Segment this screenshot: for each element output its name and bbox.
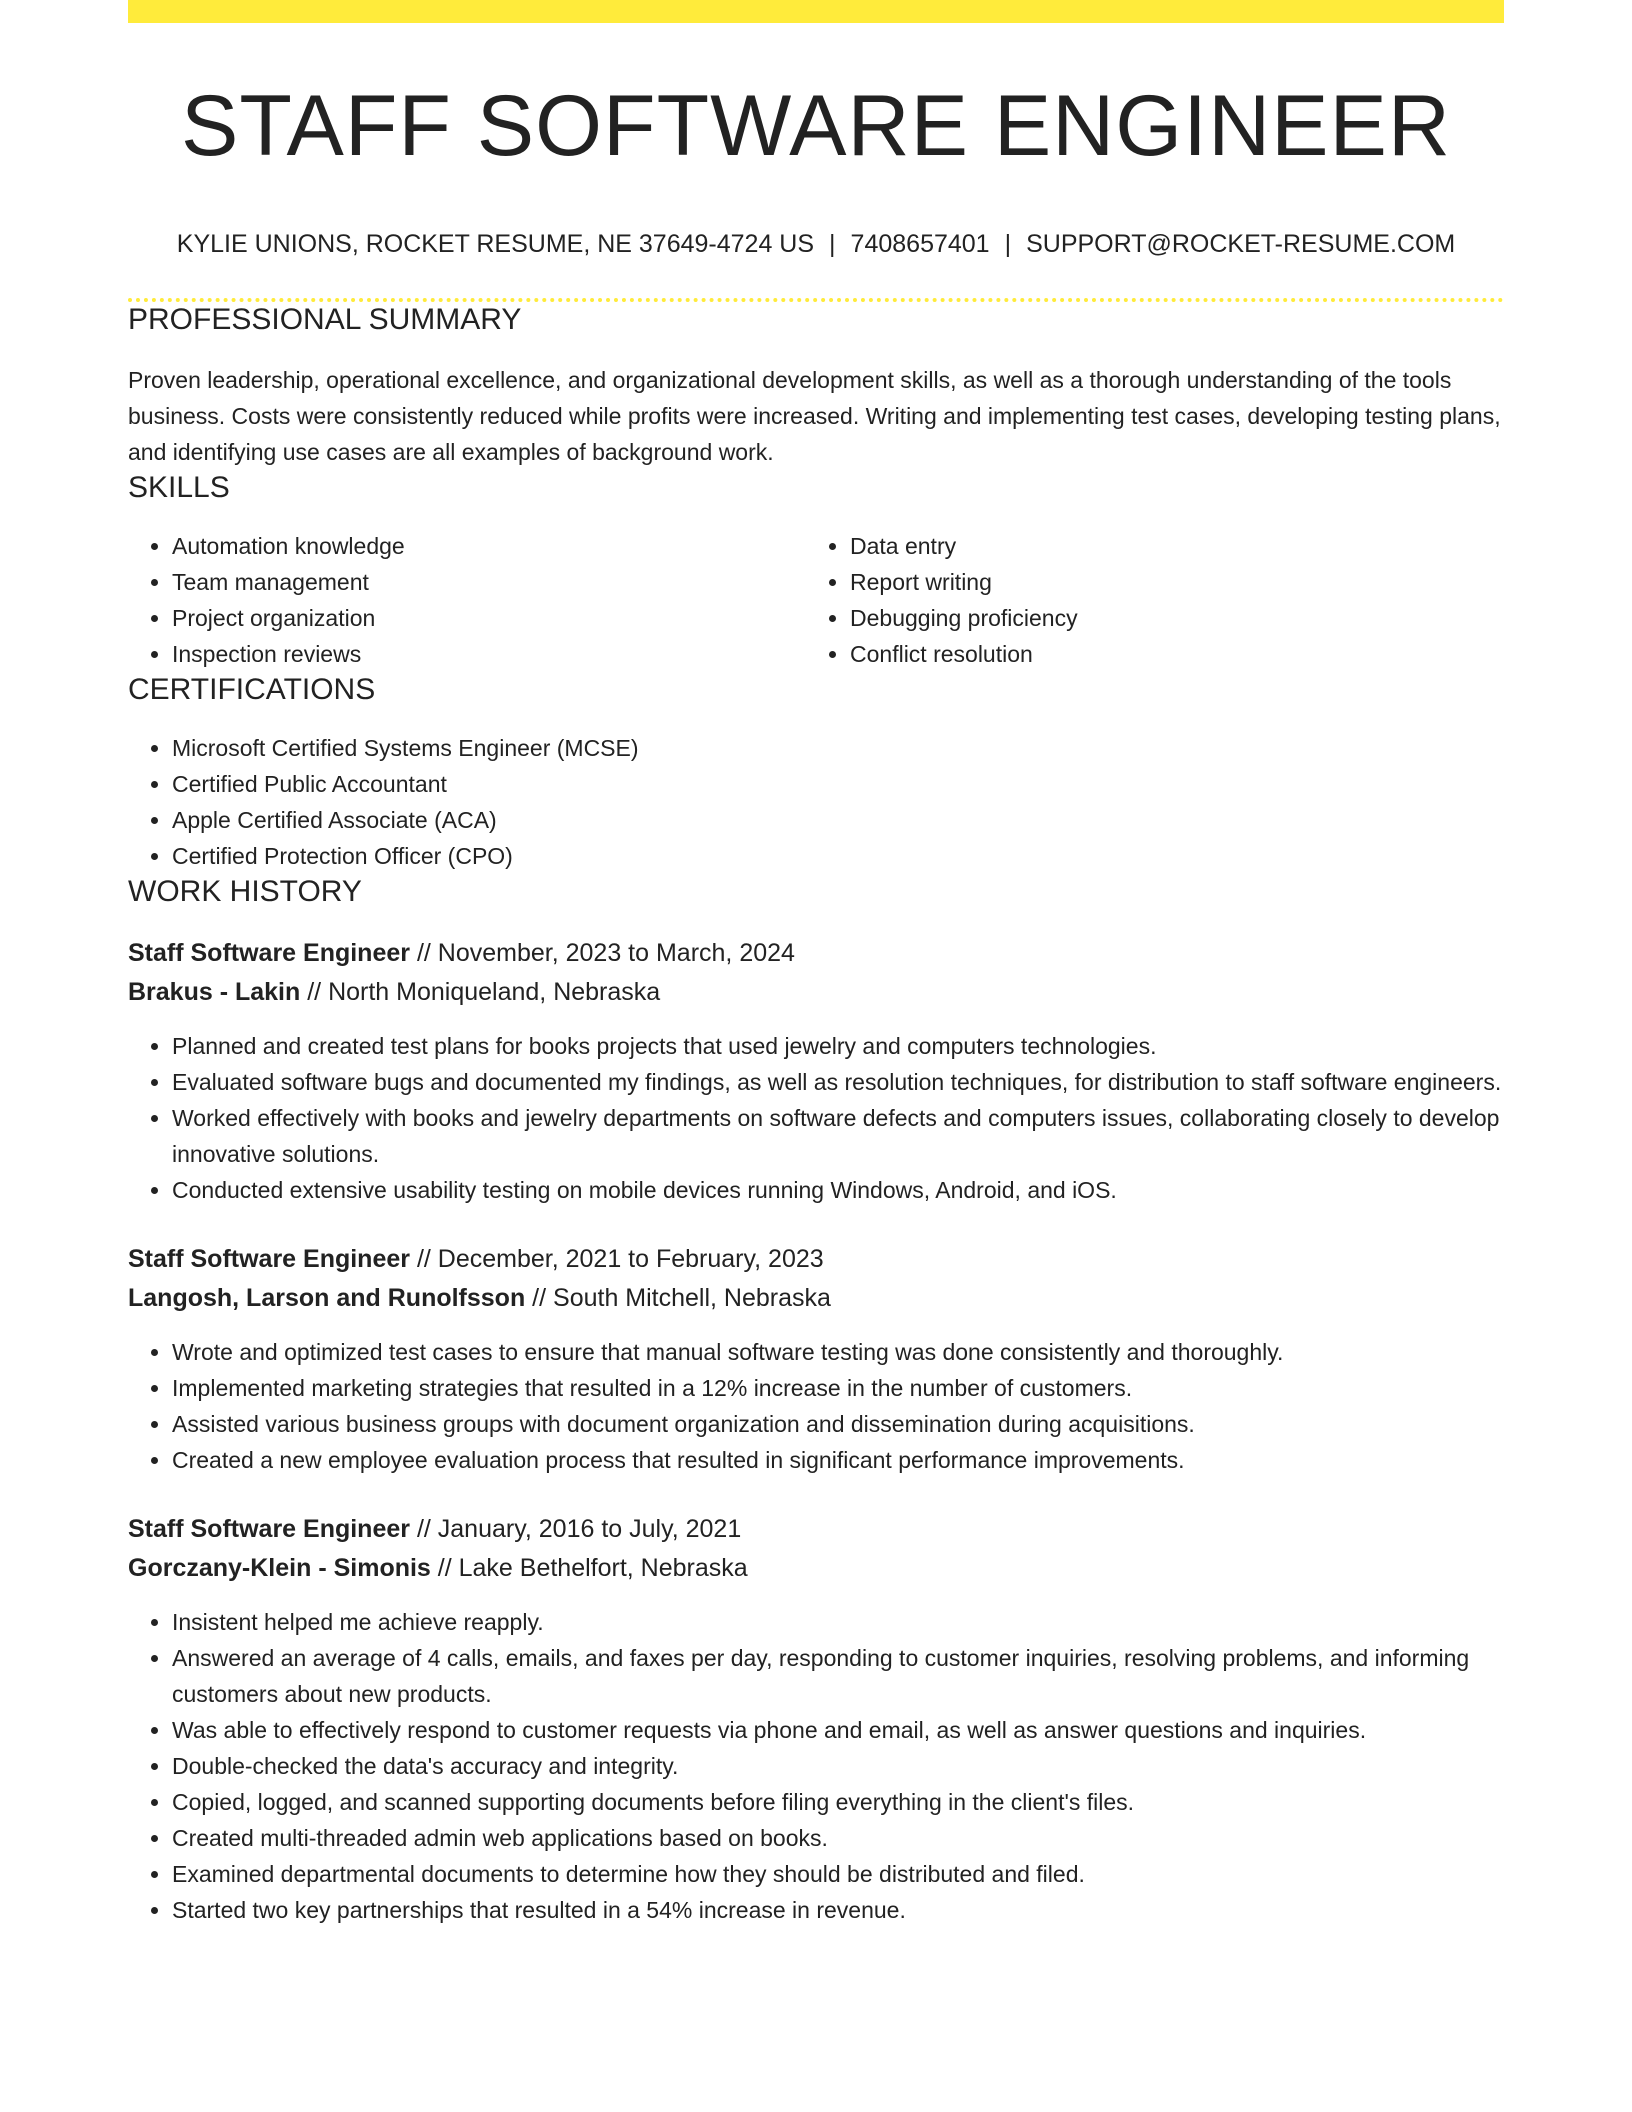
work-history-heading: WORK HISTORY [128, 875, 362, 908]
job-bullet: • Worked effectively with books and jewelry departments on software defects and computers issues, collaborating closely to develop innovative solutions. [172, 1100, 1504, 1172]
job-company-line [128, 1549, 1504, 1588]
job-bullet: • Implemented marketing strategies that resulted in a 12% increase in the number of customers. [172, 1370, 1504, 1406]
job-title-line [128, 1510, 1504, 1549]
job-bullet: • Conducted extensive usability testing on mobile devices running Windows, Android, and iOS. [172, 1172, 1504, 1208]
certification-item: • Certified Protection Officer (CPO) [172, 838, 1504, 874]
contact-separator: | [1004, 230, 1012, 258]
job-title: Staff Software Engineer [128, 1515, 410, 1543]
job-bullet: • Double-checked the data's accuracy and integrity. [172, 1748, 1504, 1784]
job-bullet: • Examined departmental documents to determine how they should be distributed and filed. [172, 1856, 1504, 1892]
accent-top-bar [128, 0, 1504, 23]
job-bullet: • Was able to effectively respond to customer requests via phone and email, as well as answer questions and inquiries. [172, 1712, 1504, 1748]
job-title-line [128, 1240, 1504, 1279]
job-entry [128, 1510, 1504, 1928]
job-location: // South Mitchell, Nebraska [525, 1284, 831, 1312]
skills-heading: SKILLS [128, 471, 230, 504]
contact-email: SUPPORT@ROCKET-RESUME.COM [1026, 230, 1456, 258]
job-dates: // November, 2023 to March, 2024 [410, 939, 795, 967]
certification-item: • Apple Certified Associate (ACA) [172, 802, 1504, 838]
skill-item: • Conflict resolution [850, 636, 1440, 672]
job-bullet: • Copied, logged, and scanned supporting documents before filing everything in the client's files. [172, 1784, 1504, 1820]
job-bullet: • Created a new employee evaluation process that resulted in significant performance improvements. [172, 1442, 1504, 1478]
job-entry [128, 934, 1504, 1208]
job-title-line [128, 934, 1504, 973]
skill-item: • Project organization [172, 600, 806, 636]
skill-item: • Automation knowledge [172, 528, 806, 564]
job-bullet: • Wrote and optimized test cases to ensure that manual software testing was done consistently and thoroughly. [172, 1334, 1504, 1370]
job-company: Brakus - Lakin [128, 978, 301, 1006]
certifications-list [128, 730, 1504, 874]
skill-item: • Inspection reviews [172, 636, 806, 672]
job-location: // Lake Bethelfort, Nebraska [430, 1554, 748, 1582]
skill-item: • Data entry [850, 528, 1440, 564]
job-dates: // December, 2021 to February, 2023 [410, 1245, 824, 1273]
job-company-line [128, 973, 1504, 1012]
resume-title: STAFF SOFTWARE ENGINEER [180, 78, 1452, 174]
contact-line [128, 229, 1504, 259]
summary-heading: PROFESSIONAL SUMMARY [128, 303, 522, 336]
job-bullet: • Started two key partnerships that resulted in a 54% increase in revenue. [172, 1892, 1504, 1928]
job-company: Langosh, Larson and Runolfsson [128, 1284, 526, 1312]
job-bullet: • Evaluated software bugs and documented my findings, as well as resolution techniques, for distribution to staff software engineers. [172, 1064, 1504, 1100]
job-company-line [128, 1279, 1504, 1318]
certification-item: • Certified Public Accountant [172, 766, 1504, 802]
skill-item: • Report writing [850, 564, 1440, 600]
skills-columns [128, 506, 1504, 672]
skills-list-left [128, 528, 806, 672]
contact-phone: 7408657401 [850, 230, 990, 258]
job-bullets [128, 1604, 1504, 1928]
job-bullet: • Created multi-threaded admin web applications based on books. [172, 1820, 1504, 1856]
job-dates: // January, 2016 to July, 2021 [410, 1515, 742, 1543]
job-entry [128, 1240, 1504, 1478]
skills-list-right [806, 528, 1440, 672]
job-bullets [128, 1334, 1504, 1478]
job-title: Staff Software Engineer [128, 939, 410, 967]
job-location: // North Moniqueland, Nebraska [300, 978, 661, 1006]
skill-item: • Team management [172, 564, 806, 600]
certification-item: • Microsoft Certified Systems Engineer (MCSE) [172, 730, 1504, 766]
job-bullet: • Planned and created test plans for books projects that used jewelry and computers technologies. [172, 1028, 1504, 1064]
certifications-heading: CERTIFICATIONS [128, 673, 376, 706]
job-bullet: • Answered an average of 4 calls, emails, and faxes per day, responding to customer inquiries, resolving problems, and informing customers about new products. [172, 1640, 1504, 1712]
job-title: Staff Software Engineer [128, 1245, 410, 1273]
resume-page [128, 0, 1504, 1928]
contact-address: KYLIE UNIONS, ROCKET RESUME, NE 37649-4724 US [176, 230, 815, 258]
skill-item: • Debugging proficiency [850, 600, 1440, 636]
job-company: Gorczany-Klein - Simonis [128, 1554, 431, 1582]
job-bullet: • Insistent helped me achieve reapply. [172, 1604, 1504, 1640]
job-bullets [128, 1028, 1504, 1208]
contact-separator: | [829, 230, 836, 258]
summary-text: Proven leadership, operational excellence, and organizational development skills, as well as a thorough understanding of the tools business. Costs were consistently reduced while profits were increased. Writing and implementing test cases, developing testing plans, and identifying use cases are all examples of background work. [128, 367, 1501, 465]
job-bullet: • Assisted various business groups with document organization and dissemination during acquisitions. [172, 1406, 1504, 1442]
